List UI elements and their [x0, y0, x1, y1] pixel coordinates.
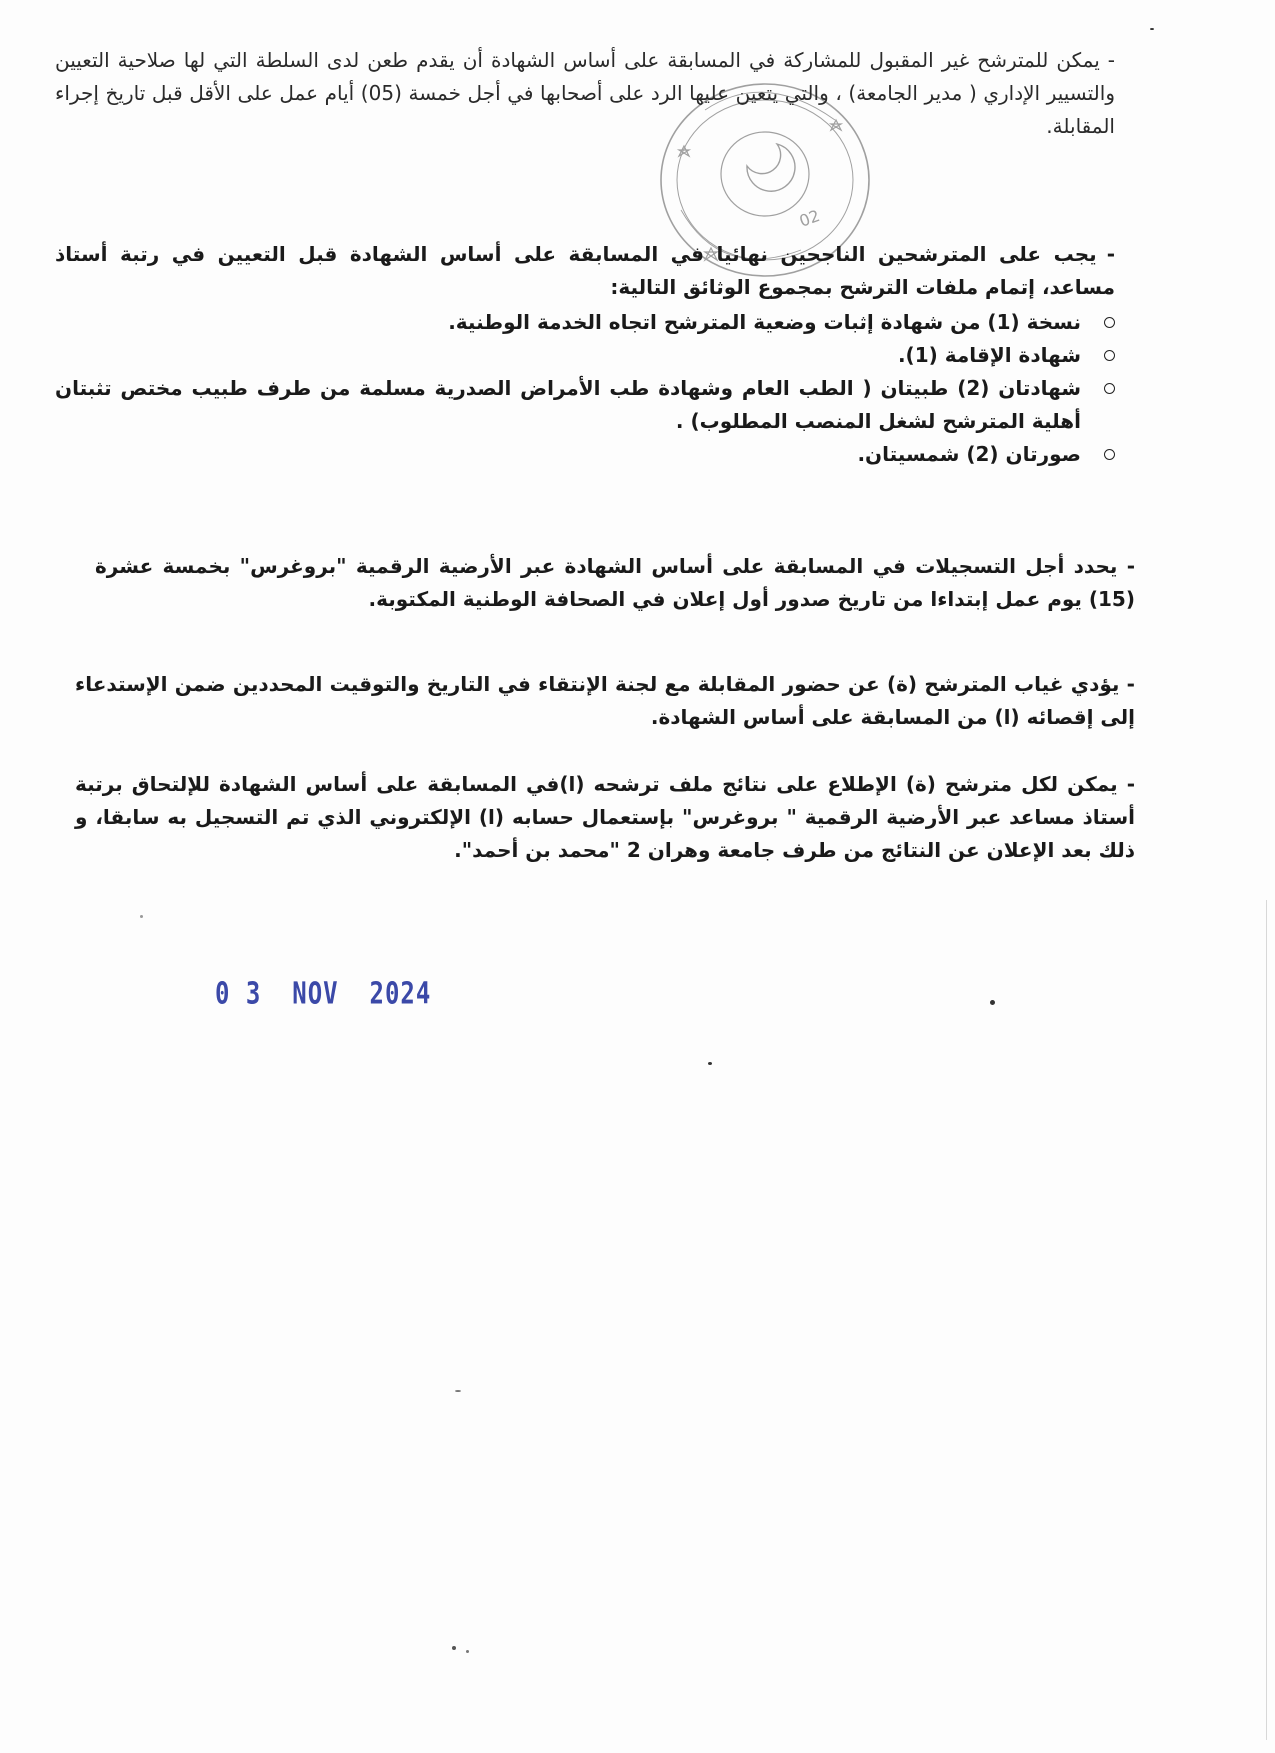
- list-item: شهادة الإقامة (1).: [55, 339, 1115, 372]
- paragraph-absence-exclusion: - يؤدي غياب المترشح (ة) عن حضور المقابلة مع لجنة الإنتقاء في التاريخ والتوقيت المحددين ضمن الإستدعاء إلى إقصائه (ا) من المسابقة على أساس الشهادة.: [75, 672, 1135, 729]
- scan-edge-line: [1266, 900, 1267, 1740]
- list-item: نسخة (1) من شهادة إثبات وضعية المترشح اتجاه الخدمة الوطنية.: [55, 306, 1115, 339]
- dash-marker: -: [1106, 242, 1115, 266]
- circle-bullet-icon: [1104, 449, 1115, 460]
- date-stamp: 0 3 NOV 2024: [215, 976, 432, 1011]
- scan-speck: [140, 915, 143, 918]
- scan-speck: [990, 1000, 995, 1005]
- dash-marker: -: [1107, 48, 1115, 72]
- list-item: صورتان (2) شمسيتان.: [55, 438, 1115, 471]
- paragraph-text: يجب على المترشحين الناجحين نهائيا في المسابقة على أساس الشهادة قبل التعيين في رتبة أستاذ مساعد، إتمام ملفات الترشح بمجموع الوثائق التالية:: [55, 242, 1115, 299]
- paragraph-text: يمكن للمترشح غير المقبول للمشاركة في المسابقة على أساس الشهادة أن يقدم طعن لدى السلطة التي لها صلاحية التعيين والتسيير الإداري ( مدير الجامعة) ، والتي يتعين عليها الرد على أصحابها في أجل خمسة (05) أيام عمل على الأقل قبل تاريخ إجراء المقابلة.: [55, 48, 1115, 138]
- circle-bullet-icon: [1104, 350, 1115, 361]
- documents-list: [55, 306, 1115, 471]
- scan-speck: [455, 1390, 461, 1392]
- seal-number: 02: [796, 205, 823, 231]
- paragraph-registration-deadline: - يحدد أجل التسجيلات في المسابقة على أساس الشهادة عبر الأرضية الرقمية "بروغرس" بخمسة عشرة (15) يوم عمل إبتداءا من تاريخ صدور أول إعلان في الصحافة الوطنية المكتوبة.: [95, 554, 1135, 611]
- circle-bullet-icon: [1104, 317, 1115, 328]
- paragraph-required-documents: [55, 238, 1115, 304]
- paragraph-results-access: - يمكن لكل مترشح (ة) الإطلاع على نتائج ملف ترشحه (ا)في المسابقة على أساس الشهادة للإلتحاق برتبة أستاذ مساعد عبر الأرضية الرقمية " بروغرس" بإستعمال حسابه (ا) الإلكتروني الذي تم التسجيل به سابقا، و ذلك بعد الإعلان عن النتائج من طرف جامعة وهران 2 "محمد بن أحمد".: [75, 772, 1135, 862]
- list-item: شهادتان (2) طبيتان ( الطب العام وشهادة طب الأمراض الصدرية مسلمة من طرف طبيب مختص تثبتان أهلية المترشح لشغل المنصب المطلوب) .: [55, 372, 1115, 438]
- scan-speck: [708, 1062, 712, 1065]
- scan-speck: [452, 1646, 456, 1650]
- paragraph-appeal-right: [55, 44, 1115, 143]
- scan-speck: [1150, 28, 1154, 30]
- circle-bullet-icon: [1104, 383, 1115, 394]
- scan-speck: [466, 1650, 469, 1653]
